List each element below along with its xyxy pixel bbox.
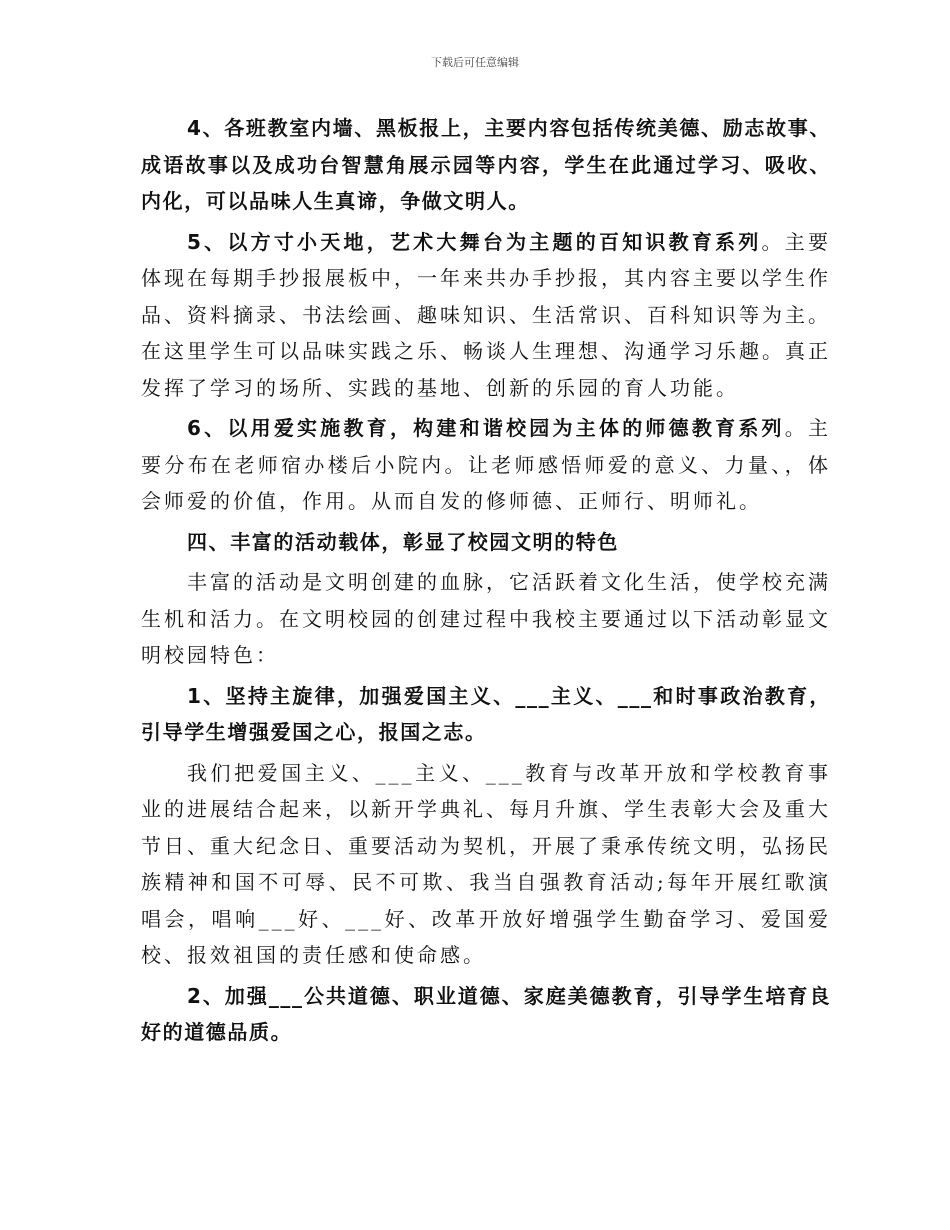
document-body	[141, 110, 831, 1055]
paragraph-item-5	[141, 224, 831, 407]
paragraph-item-5-heading: 5、以方寸小天地，艺术大舞台为主题的百知识教育系列	[187, 229, 762, 254]
paragraph-item-6-heading: 6、以用爱实施教育，构建和谐校园为主体的师德教育系列	[187, 416, 785, 440]
paragraph-item-5-body: 。主要体现在每期手抄报展板中，一年来共办手抄报，其内容主要以学生作品、资料摘录、书法绘画、趣味知识、生活常识、百科知识等为主。在这里学生可以品味实践之乐、畅谈人生理想、沟通学习乐趣。真正发挥了学习的场所、实践的基地、创新的乐园的育人功能。	[141, 229, 831, 400]
paragraph-item-6-body: 。主要分布在老师宿办楼后小院内。让老师感悟师爱的意义、力量、，体会师爱的价值，作用。从而自发的修师德、正师行、明师礼。	[141, 416, 832, 513]
section-intro: 丰富的活动是文明创建的血脉，它活跃着文化生活，使学校充满生机和活力。在文明校园的创建过程中我校主要通过以下活动彰显文明校园特色：	[141, 570, 831, 667]
paragraph-item-4: 4、各班教室内墙、黑板报上，主要内容包括传统美德、励志故事、成语故事以及成功台智慧角展示园等内容，学生在此通过学习、吸收、内化，可以品味人生真谛，争做文明人。	[141, 116, 831, 213]
section-heading-4: 四、丰富的活动载体，彰显了校园文明的特色	[187, 529, 619, 554]
page-header: 下载后可任意编辑	[431, 56, 519, 69]
list-item-1-body: 我们把爱国主义、___主义、___教育与改革开放和学校教育事业的进展结合起来，以新开学典礼、每月升旗、学生表彰大会及重大节日、重大纪念日、重要活动为契机，开展了秉承传统文明，弘扬民族精神和国不可辱、民不可欺、我当自强教育活动;每年开展红歌演唱会，唱响___好、___好、改革开放好增强学生勤奋学习、爱国爱校、报效祖国的责任感和使命感。	[141, 760, 831, 967]
paragraph-item-6	[141, 410, 831, 520]
list-item-2-heading: 2、加强___公共道德、职业道德、家庭美德教育，引导学生培育良好的道德品质。	[141, 983, 831, 1044]
list-item-1-heading: 1、坚持主旋律，加强爱国主义、___主义、___和时事政治教育，引导学生增强爱国之心，报国之志。	[141, 683, 831, 744]
